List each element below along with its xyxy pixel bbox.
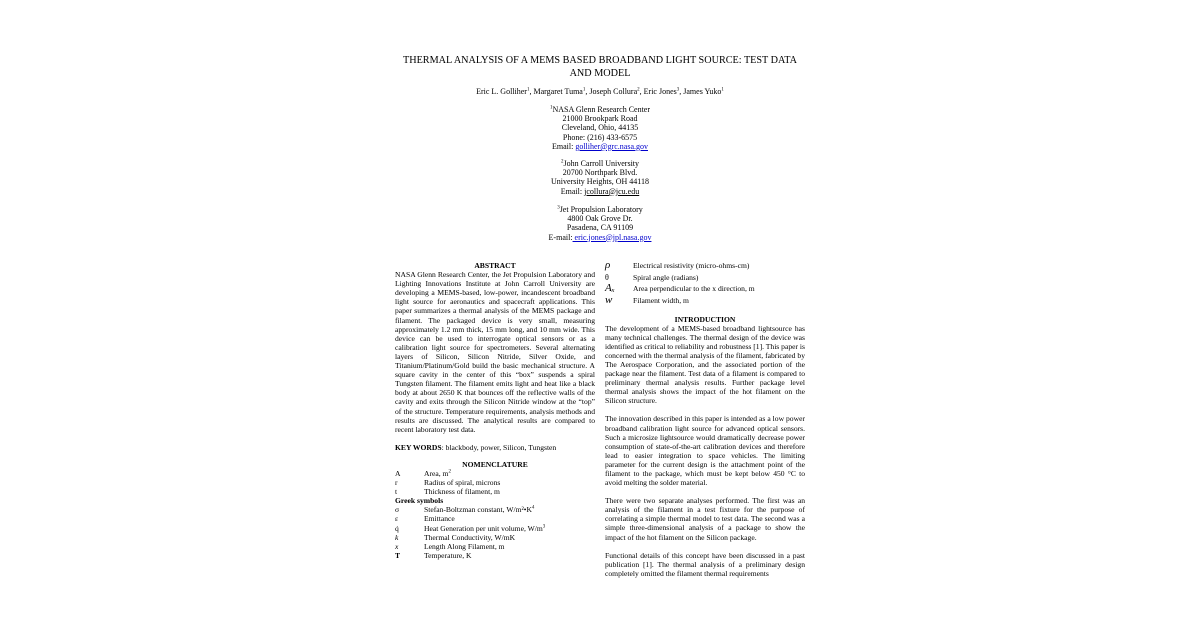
nom-sup: 3 (542, 524, 546, 529)
email-label: Email: (551, 141, 576, 151)
greek-symbols-heading: Greek symbols (395, 496, 444, 506)
address-line: 4800 Oak Grove Dr. (567, 214, 633, 224)
nom-symbol: σ (395, 505, 400, 515)
nomenclature-item (395, 542, 595, 551)
affiliation-label: NASA Glenn Research Center (552, 105, 651, 114)
nom-sup: 4 (531, 505, 535, 511)
abstract-heading: ABSTRACT (474, 261, 516, 270)
abstract-text: NASA Glenn Research Center, the Jet Propulsion Laboratory and Lighting Innovations Institute at John Carroll University are developing a MEMS-based, low-power, incandescent broadband light source for aeronautics and spacecraft applications. This paper summarizes a thermal analysis of the MEMS package and filament. The packaged device is very small, measuring approximately 1.2 mm thick, 15 mm long, and 10 mm wide. This device can be used to interrogate optical sensors or as a calibration light source for spectrometers. Several alternating layers of Silicon, Silicon Nitride, Silver Oxide, and Titanium/Platinum/Gold build the basic mechanical structure. A square cavity in the center of this “box” suspends a spiral Tungsten filament. The filament emits light and heat like a black body at about 2650 K that bounces off the reflective walls of the cavity and exits through the Silicon Nitride window at the “top” of the structure. Temperature requirements, analysis methods and results are discussed. The analytical results are compared to recent laboratory test data. (395, 270, 595, 434)
nomenclature-item (395, 469, 595, 478)
intro-paragraph: Functional details of this concept have been discussed in a past publication [1]. The thermal analysis of a preliminary design completely omitted the filament thermal requirements (605, 550, 805, 578)
nom-symbol: k (395, 532, 399, 542)
nomenclature-item (395, 514, 595, 523)
affiliation-label: John Carroll University (563, 159, 640, 168)
nom-symbol: ε (395, 514, 399, 524)
author-name: Margaret Tuma (533, 87, 583, 96)
nom-symbol: t (395, 487, 398, 497)
nom-description: Length Along Filament, m (424, 541, 505, 551)
affiliation-3 (395, 205, 805, 242)
nom-desc-text: Stefan-Boltzman constant, W/m²•K (424, 505, 532, 515)
right-column (605, 261, 805, 578)
nom-symbol: x (395, 541, 399, 551)
nom-symbol: A (395, 468, 401, 478)
nomenclature-item (395, 524, 595, 533)
intro-paragraph: The development of a MEMS-based broadband lightsource has many technical challenges. The thermal design of the device was identified as critical to reliability and robustness [1]. This paper is concerned with the thermal analysis of the filament, fabricated by The Aerospace Corporation, and the associated portion of the package near the filament. Test data of a filament is compared to preliminary thermal analysis results. Further package level thermal analysis shows the impact of the hot filament on the Silicon structure. (605, 323, 805, 406)
nom-symbol: Aₓ (605, 282, 615, 294)
author-name: Joseph Collura (589, 87, 638, 96)
affiliation-label: Jet Propulsion Laboratory (559, 205, 643, 214)
affiliation-name (395, 205, 805, 214)
affil-mark: 2 (560, 159, 564, 165)
nom-description: Thickness of filament, m (424, 487, 500, 497)
nom-symbol: θ (605, 272, 609, 282)
nom-description (424, 505, 595, 514)
address-line: 21000 Brookpark Road (562, 114, 638, 124)
email-line (395, 187, 805, 196)
affil-mark: 1 (549, 105, 553, 111)
nomenclature-item (395, 478, 595, 487)
author-separator: , (585, 87, 590, 96)
address-line: 20700 Northpark Blvd. (562, 168, 638, 178)
nom-description: Temperature, K (424, 550, 472, 560)
intro-paragraph: There were two separate analyses performed. The first was an analysis of the filament in a test fixture for the purpose of correlating a simple thermal model to test data. The second was a simple three-dimensional analysis of a package to show the impact of the hot filament on the Silicon package. (605, 496, 805, 542)
nomenclature-item (395, 551, 595, 560)
nom-description: Electrical resistivity (micro-ohms-cm) (633, 261, 750, 270)
author-name: James Yuko (683, 87, 722, 96)
nom-description: Thermal Conductivity, W/mK (424, 532, 516, 542)
nom-symbol: T (395, 550, 401, 560)
nomenclature-item (605, 293, 805, 309)
introduction-heading: INTRODUCTION (674, 314, 736, 324)
author-affil-mark: 3 (676, 87, 680, 93)
address-line: University Heights, OH 44118 (551, 177, 649, 187)
nomenclature-item (605, 273, 805, 285)
author-name: Eric L. Golliher (476, 87, 527, 96)
nomenclature-item (395, 487, 595, 496)
nom-desc-text: Heat Generation per unit volume, W/m (424, 523, 543, 533)
nomenclature-item (395, 533, 595, 542)
author-name: Eric Jones (643, 87, 677, 96)
nom-sup: 2 (448, 469, 451, 475)
intro-paragraph: The innovation described in this paper is intended as a low power broadband calibration light source for advanced optical sensors. Such a microsize lightsource would dramatically decrease power consumption of state-of-the-art calibration devices and therefore lead to easier integration to space vehicles. The limiting parameter for the current design is the attachment point of the filament to the package, which must be kept below 450 °C to avoid melting the solder material. (605, 414, 805, 488)
author-affil-mark: 1 (582, 87, 586, 93)
nom-symbol: q̇ (395, 523, 399, 533)
affiliation-1 (395, 105, 805, 151)
email-label: E-mail: (548, 232, 573, 242)
author-separator: , (679, 87, 684, 96)
email-link[interactable]: golliher@grc.nasa.gov (575, 141, 648, 151)
nomenclature-item (605, 284, 805, 296)
affiliation-2 (395, 159, 805, 196)
keywords (395, 443, 595, 452)
nomenclature-item (605, 261, 805, 273)
author-affil-mark: 1 (526, 87, 530, 93)
keywords-label: KEY WORDS (395, 442, 442, 452)
affiliation-name (395, 105, 805, 114)
nom-description (424, 469, 595, 478)
author-affil-mark: 2 (637, 87, 640, 93)
address-line: Pasadena, CA 91109 (566, 223, 634, 233)
email-label: Email: (560, 186, 585, 196)
author-separator: , (639, 87, 644, 96)
nomenclature-heading: NOMENCLATURE (462, 459, 528, 469)
nom-symbol: w (605, 293, 613, 306)
nom-symbol: ρ (605, 259, 611, 271)
nomenclature-item (395, 505, 595, 514)
author-separator: , (529, 87, 534, 96)
author-list (395, 87, 805, 97)
email-link[interactable]: jcollura@jcu.edu (584, 186, 640, 196)
address-line: Cleveland, Ohio, 44135 (561, 123, 639, 133)
nom-desc-text: Area, m (424, 468, 449, 478)
paper-title: THERMAL ANALYSIS OF A MEMS BASED BROADBAND LIGHT SOURCE: TEST DATA AND MODEL (402, 55, 797, 79)
affil-mark: 3 (557, 205, 560, 211)
nom-description (424, 524, 595, 533)
left-column (395, 261, 595, 560)
nom-description: Emittance (424, 514, 455, 524)
nom-description: Spiral angle (radians) (633, 272, 699, 282)
nom-description: Area perpendicular to the x direction, m (633, 284, 755, 293)
nom-description: Filament width, m (633, 295, 689, 305)
affiliation-name (395, 159, 805, 168)
author-affil-mark: 1 (721, 87, 724, 93)
email-link[interactable]: eric.jones@jpl.nasa.gov (572, 232, 652, 242)
nom-symbol: r (395, 478, 398, 488)
keywords-text: : blackbody, power, Silicon, Tungsten (441, 442, 557, 452)
email-line (395, 142, 805, 151)
email-line (395, 233, 805, 242)
nom-description: Radius of spiral, microns (424, 478, 501, 488)
phone-line: Phone: (216) 433-6575 (562, 132, 638, 142)
